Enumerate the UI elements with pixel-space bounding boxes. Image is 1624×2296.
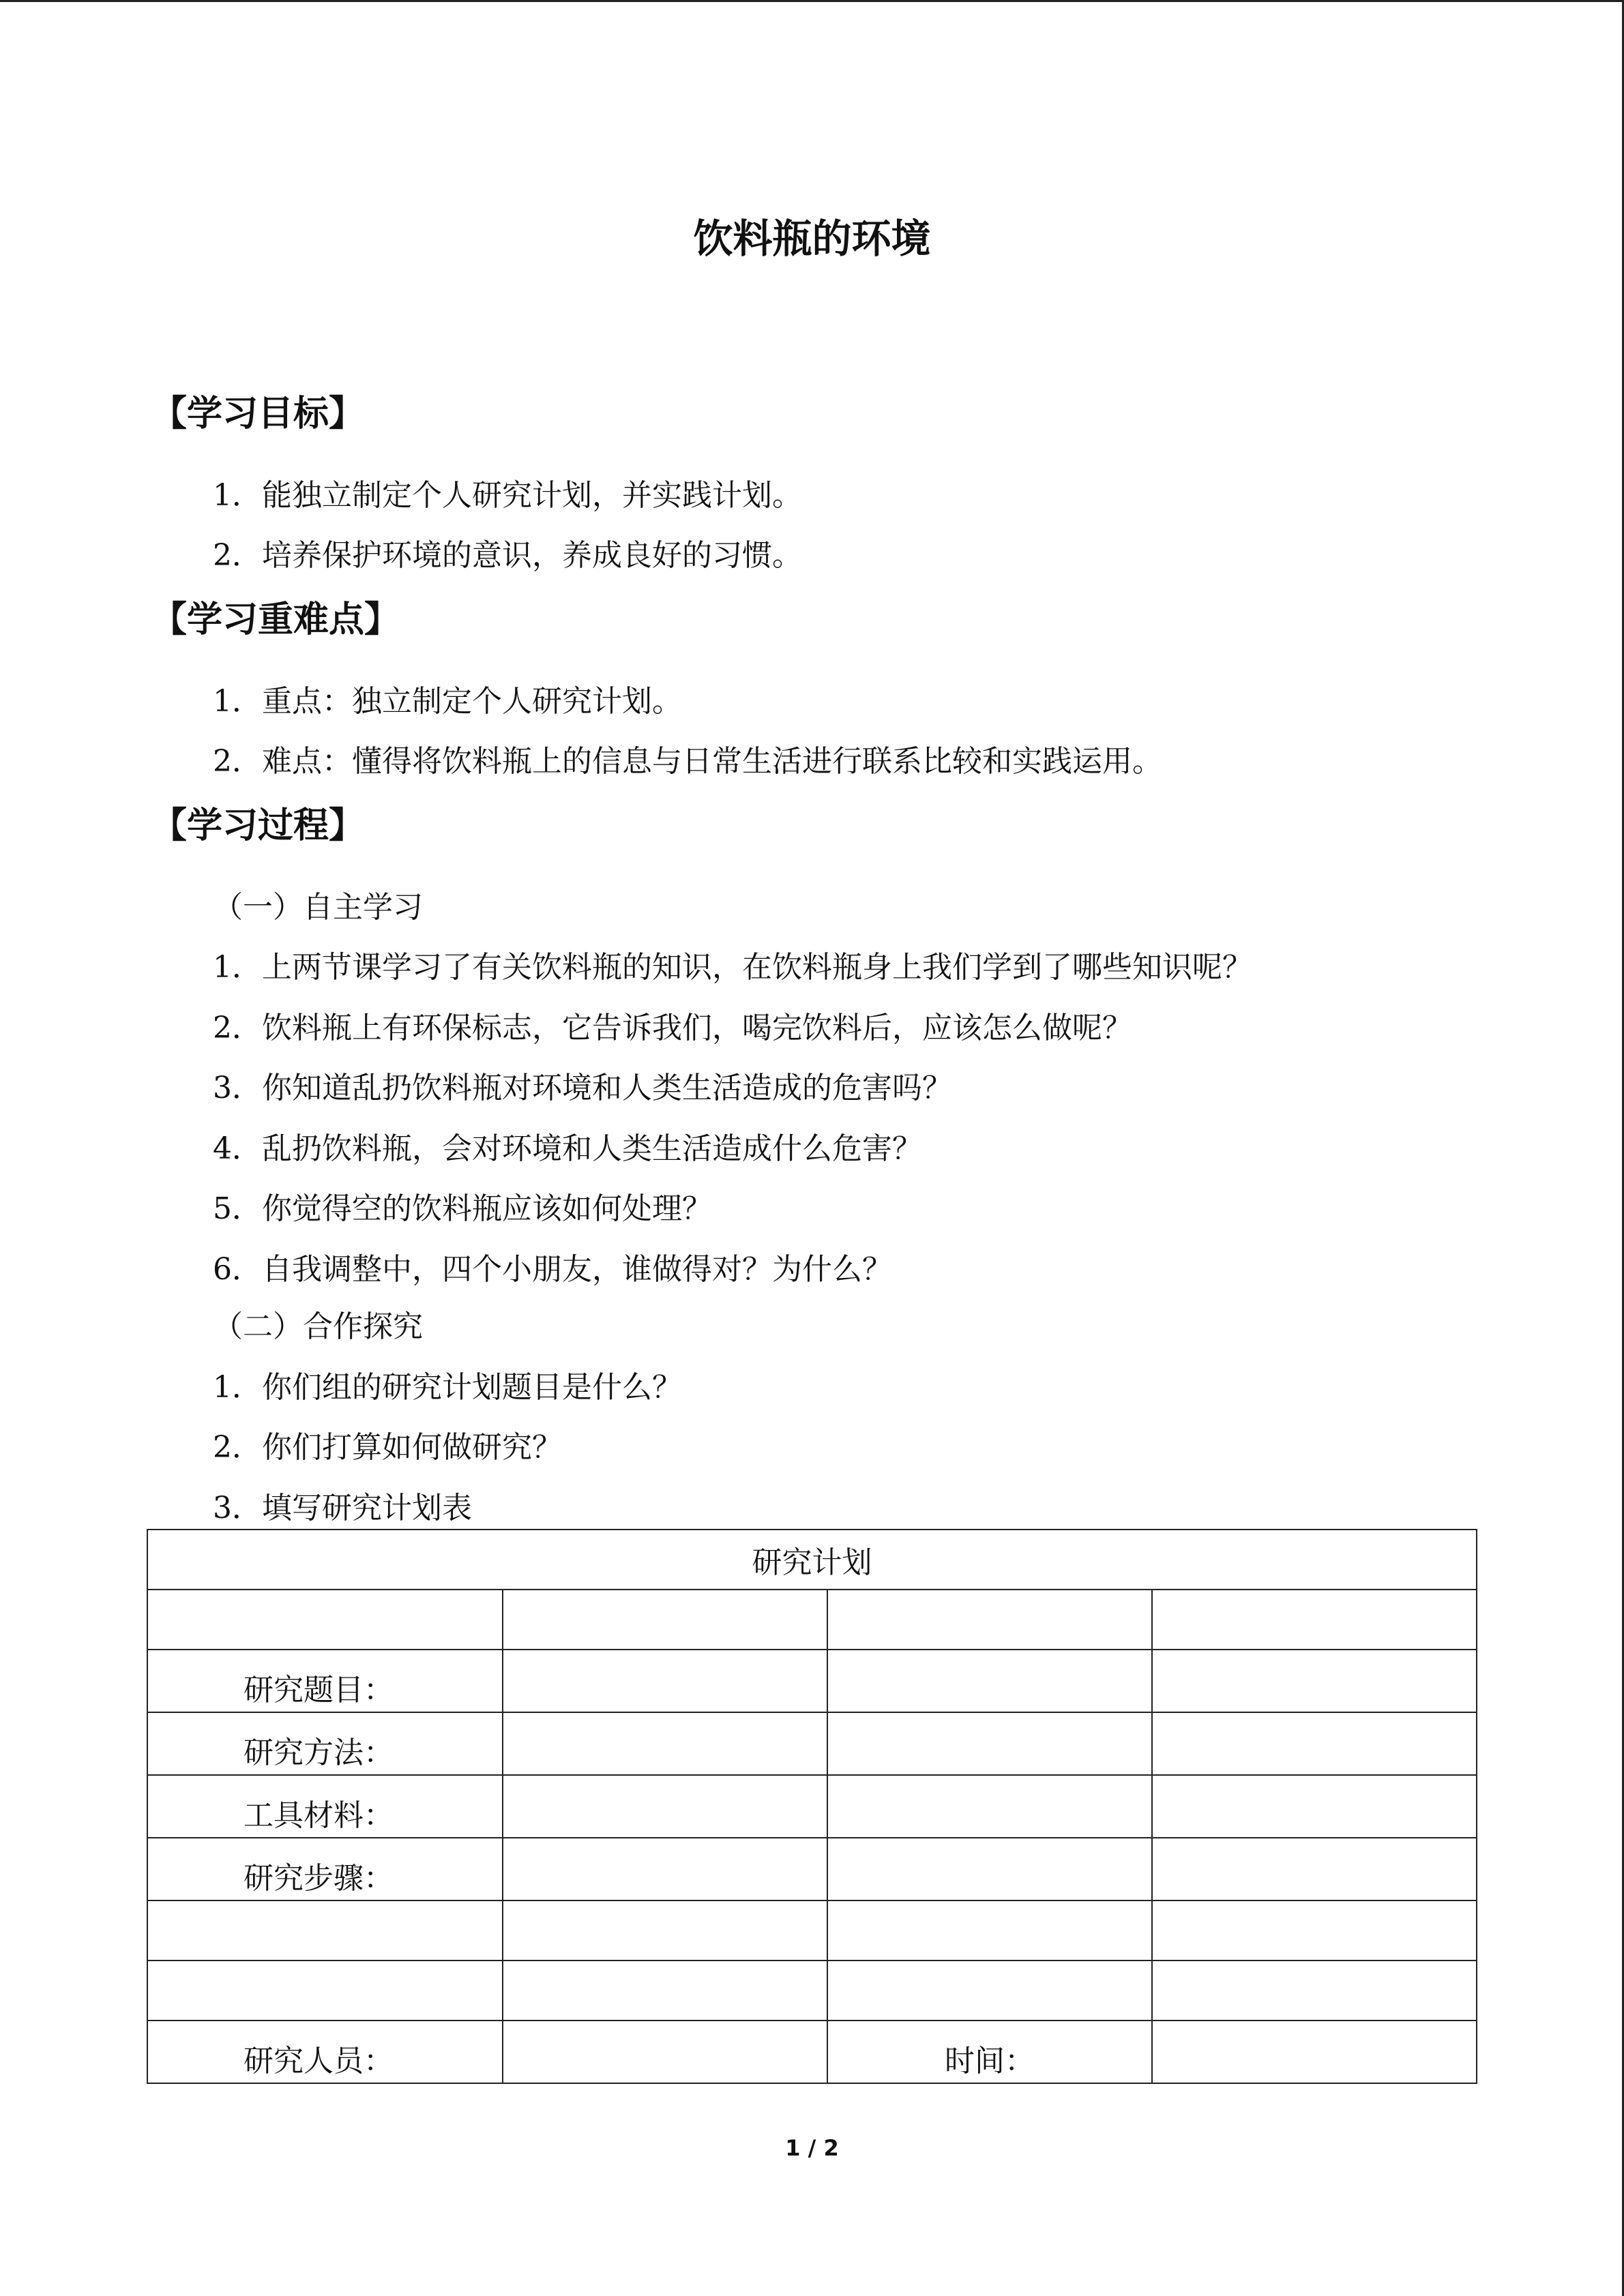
cooperation-item: 3．填写研究计划表 <box>213 1491 472 1525</box>
table-cell-blank[interactable] <box>1152 1838 1477 1900</box>
label-research-method: 研究方法： <box>147 1712 503 1775</box>
table-cell-blank[interactable] <box>503 1900 827 1960</box>
table-cell-blank[interactable] <box>503 1838 827 1900</box>
table-row <box>147 2021 1477 2083</box>
table-cell-blank[interactable] <box>827 1650 1152 1712</box>
self-study-item: 3．你知道乱扔饮料瓶对环境和人类生活造成的危害吗？ <box>213 1071 952 1105</box>
self-study-item: 2．饮料瓶上有环保标志，它告诉我们，喝完饮料后，应该怎么做呢？ <box>213 1011 1132 1045</box>
self-study-item: 6．自我调整中，四个小朋友，谁做得对？为什么？ <box>213 1252 892 1287</box>
self-study-item: 5．你觉得空的饮料瓶应该如何处理？ <box>213 1191 712 1226</box>
key-point-item: 1．重点：独立制定个人研究计划。 <box>213 684 682 719</box>
table-cell-blank[interactable] <box>503 1650 827 1712</box>
label-research-topic: 研究题目： <box>147 1650 503 1712</box>
table-cell-blank[interactable] <box>827 1838 1152 1900</box>
table-cell-blank[interactable] <box>827 1775 1152 1838</box>
table-cell-blank[interactable] <box>147 1590 503 1650</box>
table-row <box>147 1650 1477 1712</box>
table-cell-blank[interactable] <box>827 1590 1152 1650</box>
table-cell-blank[interactable] <box>827 1712 1152 1775</box>
table-row <box>147 1775 1477 1838</box>
heading-process: 【学习过程】 <box>151 805 365 846</box>
label-research-steps: 研究步骤： <box>147 1838 503 1900</box>
table-cell-blank[interactable] <box>1152 1960 1477 2021</box>
research-plan-table <box>147 1529 1477 2084</box>
document-title: 饮料瓶的环境 <box>693 215 931 262</box>
self-study-label: （一）自主学习 <box>213 890 423 925</box>
heading-objectives: 【学习目标】 <box>151 393 365 434</box>
label-tools-materials: 工具材料： <box>147 1775 503 1838</box>
self-study-item: 1．上两节课学习了有关饮料瓶的知识，在饮料瓶身上我们学到了哪些知识呢？ <box>213 950 1252 985</box>
table-row <box>147 1712 1477 1775</box>
cooperation-item: 2．你们打算如何做研究？ <box>213 1430 562 1465</box>
table-cell-blank[interactable] <box>1152 1775 1477 1838</box>
table-cell-blank[interactable] <box>1152 1650 1477 1712</box>
table-cell-blank[interactable] <box>827 1900 1152 1960</box>
table-cell-blank[interactable] <box>503 1712 827 1775</box>
table-cell-blank[interactable] <box>1152 1900 1477 1960</box>
table-row <box>147 1590 1477 1650</box>
label-time: 时间： <box>827 2021 1152 2083</box>
table-cell-blank[interactable] <box>503 2021 827 2083</box>
cooperation-label: （二）合作探究 <box>213 1309 423 1344</box>
table-cell-blank[interactable] <box>147 1960 503 2021</box>
table-cell-blank[interactable] <box>1152 2021 1477 2083</box>
objective-item: 1．能独立制定个人研究计划，并实践计划。 <box>213 478 802 513</box>
table-row <box>147 1838 1477 1900</box>
page-number: 1 / 2 <box>785 2135 839 2161</box>
key-point-item: 2．难点：懂得将饮料瓶上的信息与日常生活进行联系比较和实践运用。 <box>213 744 1162 779</box>
heading-key-points: 【学习重难点】 <box>151 599 400 640</box>
table-row <box>147 1530 1477 1590</box>
table-row <box>147 1960 1477 2021</box>
table-cell-blank[interactable] <box>827 1960 1152 2021</box>
table-cell-blank[interactable] <box>1152 1712 1477 1775</box>
label-researchers: 研究人员： <box>147 2021 503 2083</box>
page-top-border <box>0 0 1624 2</box>
table-row <box>147 1900 1477 1960</box>
table-cell-blank[interactable] <box>147 1900 503 1960</box>
objective-item: 2．培养保护环境的意识，养成良好的习惯。 <box>213 538 802 573</box>
table-cell-blank[interactable] <box>503 1775 827 1838</box>
table-caption: 研究计划 <box>147 1530 1477 1590</box>
table-cell-blank[interactable] <box>1152 1590 1477 1650</box>
table-cell-blank[interactable] <box>503 1590 827 1650</box>
self-study-item: 4．乱扔饮料瓶，会对环境和人类生活造成什么危害？ <box>213 1131 922 1166</box>
cooperation-item: 1．你们组的研究计划题目是什么？ <box>213 1370 682 1405</box>
table-cell-blank[interactable] <box>503 1960 827 2021</box>
